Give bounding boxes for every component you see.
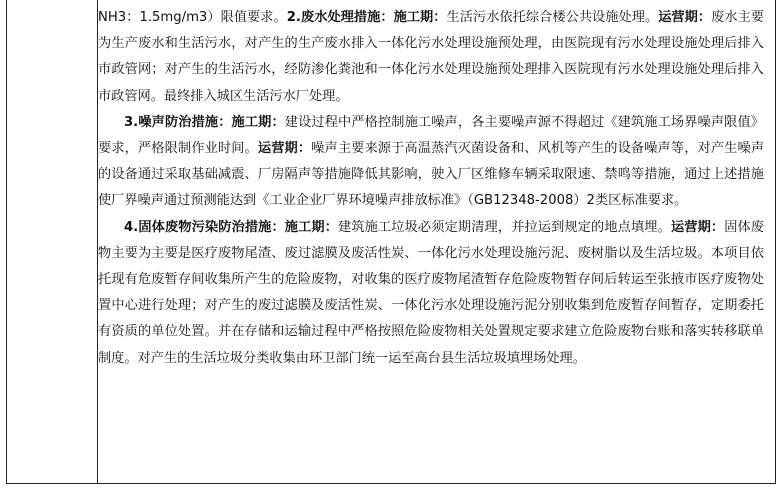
body-text: 建设过程中严格控制施工噪声，各主要噪声源不得超过《建筑施工场界噪声限值》要求，严格限制作业时间。 — [98, 114, 764, 157]
bold-heading-text: 运营期： — [658, 10, 712, 25]
body-text: 建筑施工垃圾必须定期清理，并拉运到规定的地点填埋。 — [338, 219, 671, 235]
bold-heading-text: 运营期： — [670, 219, 725, 235]
body-text: 固体废物主要为主要是医疗废物尾渣、废过滤膜及废活性炭、一体化污水处理设施污泥、废树脂以及生活垃圾。本项目依托现有危废暂存间收集所产生的危险废物，对收集的医疗废物尾渣暂存危险废物暂存间后转运至张掖市医疗废物处置中心进行处理；对产生的废过滤膜及废活性炭、一体化污水处理设施污泥分别收集到危废暂存间暂存，定期委托有资质的单位处置。并在存储和运输过程中严格按照危险废物相关处置规定要求建立危险废物台账和落实转移联单制度。对产生的生活垃圾分类收集由环卫部门统一运至高台县生活垃圾填埋场处理。 — [98, 219, 765, 366]
bold-heading-text: 2.废水处理措施：施工期： — [286, 10, 447, 25]
bold-heading-text: 4.固体废物污染防治措施：施工期： — [124, 219, 339, 235]
paragraph-solid-waste — [98, 215, 764, 372]
table-left-column — [7, 0, 98, 483]
bold-heading-text: 运营期： — [257, 141, 312, 157]
body-text: NH3：1.5mg/m3）限值要求。 — [98, 10, 287, 25]
paragraph-noise — [98, 110, 764, 215]
body-text: 噪声主要来源于高温蒸汽灭菌设备和、风机等产生的设备噪声等，对产生噪声的设备通过采取基础减震、厂房隔声等措施降低其影响，驶入厂区维修车辆采取限速、禁鸣等措施，通过上述措施使厂界噪声通过预测能达到《工业企业厂界环境噪声排放标准》（GB12348-2008）2类区标准要求。 — [98, 141, 765, 209]
body-text: 生活污水依托综合楼公共设施处理。 — [446, 10, 659, 25]
bold-heading-text: 3.噪声防治措施：施工期： — [124, 114, 285, 130]
document-table — [6, 0, 776, 484]
table-content-cell — [98, 5, 764, 372]
paragraph-wastewater — [98, 5, 764, 110]
body-text: 废水主要为生产废水和生活污水，对产生的生产废水排入一体化污水处理设施预处理，由医院现有污水处理设施处理后排入市政管网；对产生的生活污水，经防渗化粪池和一体化污水处理设施预处理排入医院现有污水处理设施处理后排入市政管网。最终排入城区生活污水厂处理。 — [98, 10, 765, 104]
